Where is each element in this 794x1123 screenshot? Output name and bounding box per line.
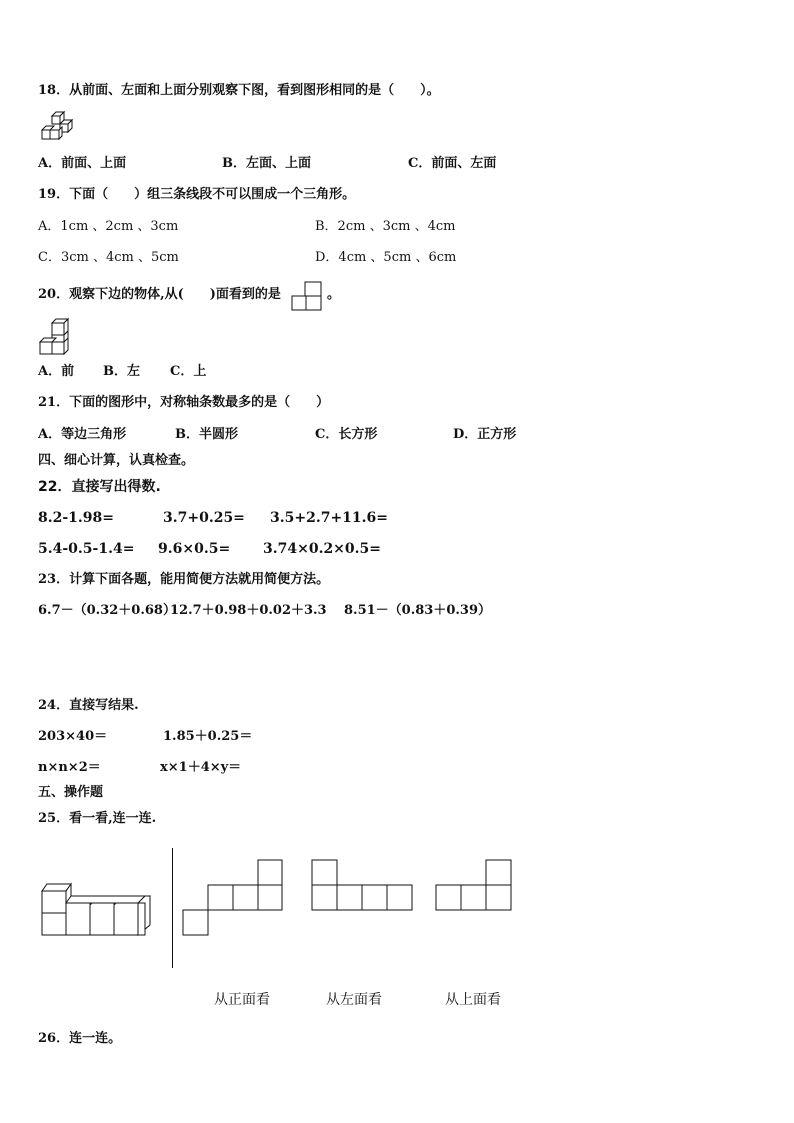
q18-option-b: B．左面、上面: [222, 156, 311, 171]
q25-label-front: 从正面看: [214, 992, 270, 1008]
q22-stem: 22．直接写出得数.: [38, 479, 161, 495]
q25-stem: 25．看一看,连一连.: [38, 811, 157, 826]
q20-option-c: C．上: [170, 364, 207, 379]
q20-view-shape: [291, 281, 323, 311]
q19-option-b: B．2cm 、3cm 、4cm: [315, 219, 456, 234]
q22-item-4: 5.4-0.5-1.4=: [38, 541, 135, 557]
q26-stem: 26．连一连。: [38, 1031, 122, 1046]
q24-item-1: 203×40＝: [38, 729, 108, 744]
q25-label-top: 从上面看: [445, 992, 501, 1008]
q22-item-1: 8.2-1.98=: [38, 510, 114, 526]
q19-option-d: D．4cm 、5cm 、6cm: [315, 250, 457, 265]
q25-view-shape-2: [312, 860, 413, 911]
q25-label-left: 从左面看: [326, 992, 382, 1008]
section5-title: 五、操作题: [38, 785, 104, 800]
q25-divider: [172, 848, 173, 968]
q21-option-b: B．半圆形: [175, 427, 238, 442]
q22-item-6: 3.74×0.2×0.5=: [263, 541, 382, 557]
q22-item-2: 3.7+0.25=: [163, 510, 245, 526]
q22-item-3: 3.5+2.7+11.6=: [270, 510, 389, 526]
q23-item-3: 8.51－（0.83＋0.39）: [344, 603, 491, 618]
q20-stem-end: 。: [327, 287, 341, 302]
q20-stem: 20．观察下边的物体,从( )面看到的是: [38, 287, 281, 302]
section4-title: 四、细心计算，认真检查。: [38, 453, 195, 468]
cube-top: [52, 319, 68, 335]
q22-item-5: 9.6×0.5=: [158, 541, 231, 557]
q20-option-b: B．左: [103, 364, 140, 379]
q20-option-a: A．前: [38, 364, 75, 379]
q23-stem: 23．计算下面各题，能用简便方法就用简便方法。: [38, 572, 330, 587]
q24-item-4: x×1＋4×y＝: [160, 760, 242, 775]
q18-cube-figure: [40, 110, 76, 142]
q21-option-c: C．长方形: [315, 427, 378, 442]
q19-option-a: A．1cm 、2cm 、3cm: [38, 219, 179, 234]
q19-option-c: C．3cm 、4cm 、5cm: [38, 250, 179, 265]
q25-cube-figure: [40, 881, 156, 939]
q23-item-2: 12.7＋0.98＋0.02＋3.3: [170, 603, 327, 618]
q24-stem: 24．直接写结果.: [38, 698, 139, 713]
q20-cube-figure: [38, 318, 72, 356]
q24-item-2: 1.85＋0.25＝: [163, 729, 253, 744]
cube-front-left: [42, 126, 62, 139]
q19-stem: 19．下面（ ）组三条线段不可以围成一个三角形。: [38, 187, 356, 202]
q18-option-c: C．前面、左面: [408, 156, 497, 171]
q24-item-3: n×n×2＝: [38, 760, 101, 775]
q18-option-a: A．前面、上面: [38, 156, 127, 171]
q25-view-shape-3: [436, 860, 512, 911]
q21-option-d: D．正方形: [453, 427, 517, 442]
q21-option-a: A．等边三角形: [38, 427, 127, 442]
q21-stem: 21．下面的图形中，对称轴条数最多的是（ ）: [38, 395, 330, 410]
q18-stem: 18．从前面、左面和上面分别观察下图，看到图形相同的是（ ）。: [38, 83, 440, 98]
q25-view-shape-1: [183, 860, 283, 936]
q23-item-1: 6.7－（0.32＋0.68）: [38, 603, 176, 618]
